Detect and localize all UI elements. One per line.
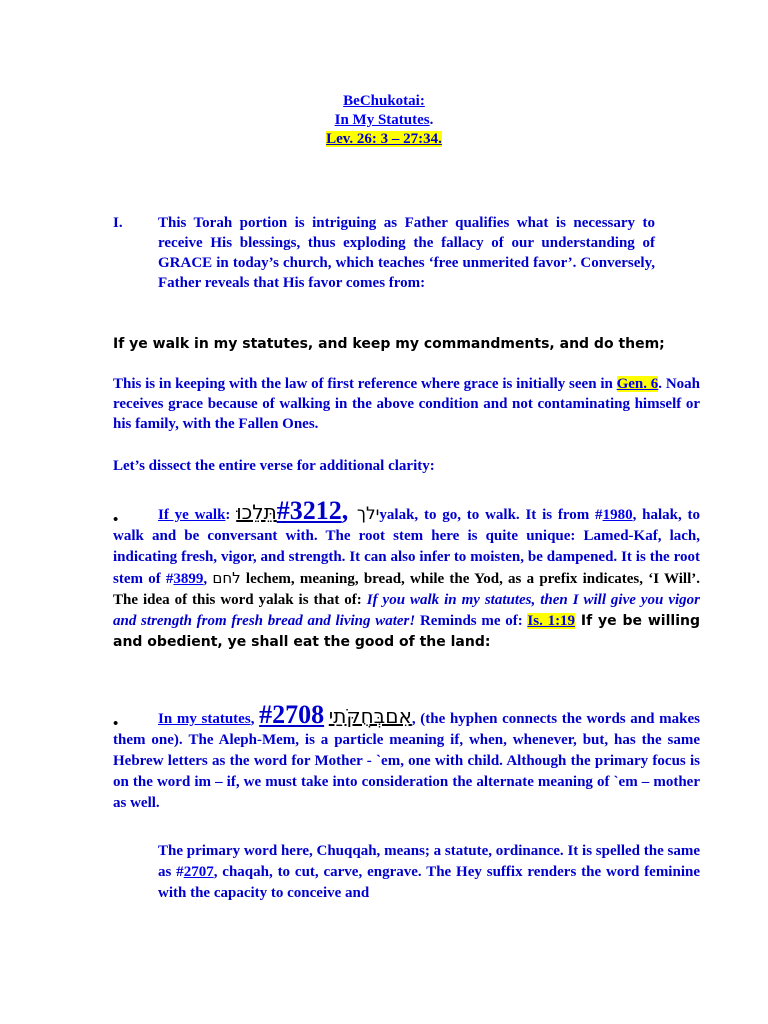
if-ye-walk-link[interactable]: If ye walk [158,507,226,523]
section-numeral: I. [113,215,123,231]
section-1-text: This Torah portion is intriguing as Father qualifies what is necessary to receive His blessings, thus exploding the fallacy of our understanding of GRACE in today’s church, which teaches ‘free unmerited favor’. Conversely, Father reveals that His favor comes from: [158,215,655,291]
paragraph-dissect: Let’s dissect the entire verse for additional clarity: [113,458,435,474]
strongs-3899-link[interactable]: 3899 [173,571,204,587]
verse-quote: If ye walk in my statutes, and keep my commandments, and do them; [113,336,665,352]
bullet-1-a: yalak, to go, to walk. It is from # [379,507,603,523]
strongs-2707-link[interactable]: 2707 [183,864,214,880]
bullet-1-marker: • [113,512,119,528]
bullet-1-e: Reminds me of: [415,613,528,629]
strongs-3212-link[interactable]: #3212 [276,496,342,525]
document-header [0,92,768,149]
bullet-2-a: (the hyphen connects the words and makes them one). The Aleph-Mem, is a particle meaning if, when, whenever, but, has the same Hebrew letters as the word for Mother - `em, one with child. Although the primary focus is on the word im – if, we must take into consideration the alternate meaning of `em – mother as well. [113,711,700,811]
bullet-2-text [113,700,700,814]
bullet-1-comma: , [341,496,357,525]
isaiah-verse: If ye be willing and obedient, ye shall eat the good of the land: [113,613,700,650]
bullet-2-marker: • [113,716,119,732]
bullet-2-comma: , [250,711,260,727]
paragraph-chuqqah [158,841,700,904]
paragraph-grace-a: This is in keeping with the law of first reference where grace is initially seen in [113,376,617,392]
bullet-1-text [113,496,700,653]
bullet-1-b: , halak, to walk and be conversant with. The root stem here is quite unique: Lamed-Kaf, lach, indicating fresh, vigor, and strength. It can also infer to moisten, be dampened. It is the root stem of # [113,507,700,587]
bullet-1-d: lechem, meaning, bread, while the Yod, as a prefix indicates, ‘I Will’. The idea of this word yalak is that of: [113,571,700,608]
title-link[interactable]: BeChukotai: [343,93,425,109]
strongs-2708-link[interactable]: #2708 [259,700,325,729]
subtitle-link[interactable]: In My Statutes [334,112,430,128]
paragraph-chuqqah-a: The primary word here, Chuqqah, means; a statute, ordinance. It is spelled the same as # [158,843,700,880]
hebrew-root-ylk: ילך [356,504,380,524]
paragraph-grace [113,374,700,434]
isaiah-link[interactable]: Is. 1:19 [527,613,576,629]
strongs-1980-link[interactable]: 1980 [602,507,633,523]
bullet-1-italic: If you walk in my statutes, then I will give you vigor and strength from fresh bread and living water! [113,592,700,629]
bullet-1-c: , [203,571,213,587]
bullet-1-colon: : [225,507,237,523]
hebrew-word-telechu: תֵּלֵכוּ [236,500,277,524]
paragraph-grace-b: . Noah receives grace because of walking in the above condition and not contaminating himself or his family, with the Fallen Ones. [113,376,700,432]
subtitle-period: . [429,112,434,128]
bullet-2-comma2: , [411,711,421,727]
in-my-statutes-link[interactable]: In my statutes [158,711,251,727]
paragraph-chuqqah-b: , chaqah, to cut, carve, engrave. The Hey suffix renders the word feminine with the capacity to conceive and [158,864,700,901]
reference-link[interactable]: Lev. 26: 3 – 27:34. [326,131,442,147]
hebrew-lechem: לחם [212,569,241,587]
hebrew-word-imbchukotai: אִםבְּחֻקֹּתַי [328,704,412,728]
gen-link[interactable]: Gen. 6 [616,376,659,392]
